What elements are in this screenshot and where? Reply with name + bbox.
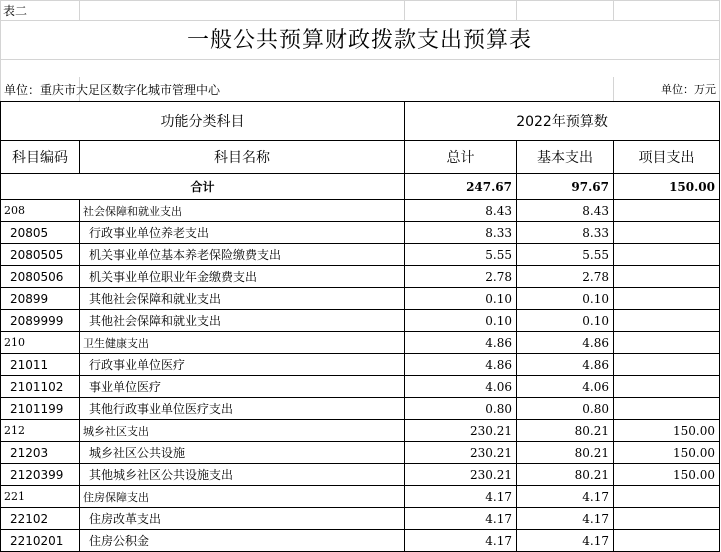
basic-cell: 4.17 <box>517 486 614 508</box>
header-project: 项目支出 <box>614 141 720 174</box>
basic-cell: 5.55 <box>517 244 614 266</box>
total-cell: 230.21 <box>405 442 517 464</box>
code-cell: 210 <box>1 332 80 354</box>
name-cell: 其他社会保障和就业支出 <box>80 310 405 332</box>
total-cell: 4.17 <box>405 530 517 552</box>
basic-cell: 80.21 <box>517 464 614 486</box>
name-cell: 卫生健康支出 <box>80 332 405 354</box>
name-cell: 行政事业单位医疗 <box>80 354 405 376</box>
total-cell: 4.86 <box>405 354 517 376</box>
total-project: 150.00 <box>614 174 720 200</box>
code-cell: 2089999 <box>1 310 80 332</box>
project-cell: 150.00 <box>614 464 720 486</box>
code-cell: 212 <box>1 420 80 442</box>
table-row <box>1 486 720 508</box>
basic-cell: 0.10 <box>517 310 614 332</box>
total-cell: 0.80 <box>405 398 517 420</box>
project-cell <box>614 530 720 552</box>
total-cell: 0.10 <box>405 288 517 310</box>
basic-cell: 4.17 <box>517 530 614 552</box>
project-cell <box>614 244 720 266</box>
total-cell: 8.33 <box>405 222 517 244</box>
header-name: 科目名称 <box>80 141 405 174</box>
code-cell: 21011 <box>1 354 80 376</box>
code-cell: 2080505 <box>1 244 80 266</box>
total-cell: 5.55 <box>405 244 517 266</box>
basic-cell: 8.43 <box>517 200 614 222</box>
code-cell: 22102 <box>1 508 80 530</box>
unit-organization: 单位：重庆市大足区数字化城市管理中心 <box>4 83 221 97</box>
total-cell: 230.21 <box>405 420 517 442</box>
budget-table <box>0 101 720 552</box>
gridline <box>613 0 614 21</box>
basic-cell: 0.80 <box>517 398 614 420</box>
name-cell: 其他城乡社区公共设施支出 <box>80 464 405 486</box>
table-row <box>1 420 720 442</box>
table-row <box>1 508 720 530</box>
total-basic: 97.67 <box>517 174 614 200</box>
total-row <box>1 174 720 200</box>
basic-cell: 80.21 <box>517 420 614 442</box>
name-cell: 住房改革支出 <box>80 508 405 530</box>
table-row <box>1 464 720 486</box>
total-cell: 4.17 <box>405 508 517 530</box>
project-cell <box>614 310 720 332</box>
code-cell: 221 <box>1 486 80 508</box>
total-cell: 2.78 <box>405 266 517 288</box>
code-cell: 20899 <box>1 288 80 310</box>
table-row <box>1 376 720 398</box>
total-sum: 247.67 <box>405 174 517 200</box>
name-cell: 机关事业单位职业年金缴费支出 <box>80 266 405 288</box>
code-cell: 208 <box>1 200 80 222</box>
project-cell <box>614 266 720 288</box>
header-total: 总计 <box>405 141 517 174</box>
basic-cell: 4.86 <box>517 332 614 354</box>
total-cell: 4.17 <box>405 486 517 508</box>
page-title: 一般公共预算财政拨款支出预算表 <box>186 28 532 53</box>
table-row <box>1 266 720 288</box>
project-cell <box>614 398 720 420</box>
table-row <box>1 244 720 266</box>
table-row <box>1 200 720 222</box>
gridline <box>0 0 719 1</box>
total-label: 合计 <box>1 174 405 200</box>
project-cell <box>614 354 720 376</box>
sheet-label: 表二 <box>3 4 28 18</box>
gridline <box>79 0 80 21</box>
basic-cell: 4.06 <box>517 376 614 398</box>
code-cell: 2101199 <box>1 398 80 420</box>
table-row <box>1 288 720 310</box>
name-cell: 住房保障支出 <box>80 486 405 508</box>
basic-cell: 2.78 <box>517 266 614 288</box>
name-cell: 住房公积金 <box>80 530 405 552</box>
name-cell: 其他行政事业单位医疗支出 <box>80 398 405 420</box>
gridline <box>613 77 614 101</box>
name-cell: 城乡社区公共设施 <box>80 442 405 464</box>
gridline <box>0 20 719 21</box>
name-cell: 事业单位医疗 <box>80 376 405 398</box>
name-cell: 机关事业单位基本养老保险缴费支出 <box>80 244 405 266</box>
table-row <box>1 354 720 376</box>
total-cell: 230.21 <box>405 464 517 486</box>
table-row <box>1 332 720 354</box>
name-cell: 其他社会保障和就业支出 <box>80 288 405 310</box>
code-cell: 2080506 <box>1 266 80 288</box>
code-cell: 2120399 <box>1 464 80 486</box>
total-cell: 8.43 <box>405 200 517 222</box>
basic-cell: 4.17 <box>517 508 614 530</box>
total-cell: 0.10 <box>405 310 517 332</box>
header-code: 科目编码 <box>1 141 80 174</box>
table-row <box>1 310 720 332</box>
project-cell: 150.00 <box>614 442 720 464</box>
code-cell: 2101102 <box>1 376 80 398</box>
basic-cell: 8.33 <box>517 222 614 244</box>
code-cell: 20805 <box>1 222 80 244</box>
project-cell: 150.00 <box>614 420 720 442</box>
header-function-category: 功能分类科目 <box>1 102 405 141</box>
project-cell <box>614 222 720 244</box>
basic-cell: 0.10 <box>517 288 614 310</box>
project-cell <box>614 332 720 354</box>
name-cell: 行政事业单位养老支出 <box>80 222 405 244</box>
table-row <box>1 530 720 552</box>
project-cell <box>614 376 720 398</box>
project-cell <box>614 508 720 530</box>
name-cell: 社会保障和就业支出 <box>80 200 405 222</box>
total-cell: 4.06 <box>405 376 517 398</box>
project-cell <box>614 200 720 222</box>
gridline <box>404 0 405 21</box>
header-budget-year: 2022年预算数 <box>405 102 720 141</box>
unit-currency: 单位：万元 <box>661 83 716 96</box>
basic-cell: 4.86 <box>517 354 614 376</box>
basic-cell: 80.21 <box>517 442 614 464</box>
code-cell: 2210201 <box>1 530 80 552</box>
table-row <box>1 222 720 244</box>
gridline <box>0 59 719 60</box>
code-cell: 21203 <box>1 442 80 464</box>
header-basic: 基本支出 <box>517 141 614 174</box>
project-cell <box>614 288 720 310</box>
project-cell <box>614 486 720 508</box>
table-row <box>1 398 720 420</box>
gridline <box>719 0 720 101</box>
total-cell: 4.86 <box>405 332 517 354</box>
table-row <box>1 442 720 464</box>
name-cell: 城乡社区支出 <box>80 420 405 442</box>
gridline <box>516 0 517 21</box>
